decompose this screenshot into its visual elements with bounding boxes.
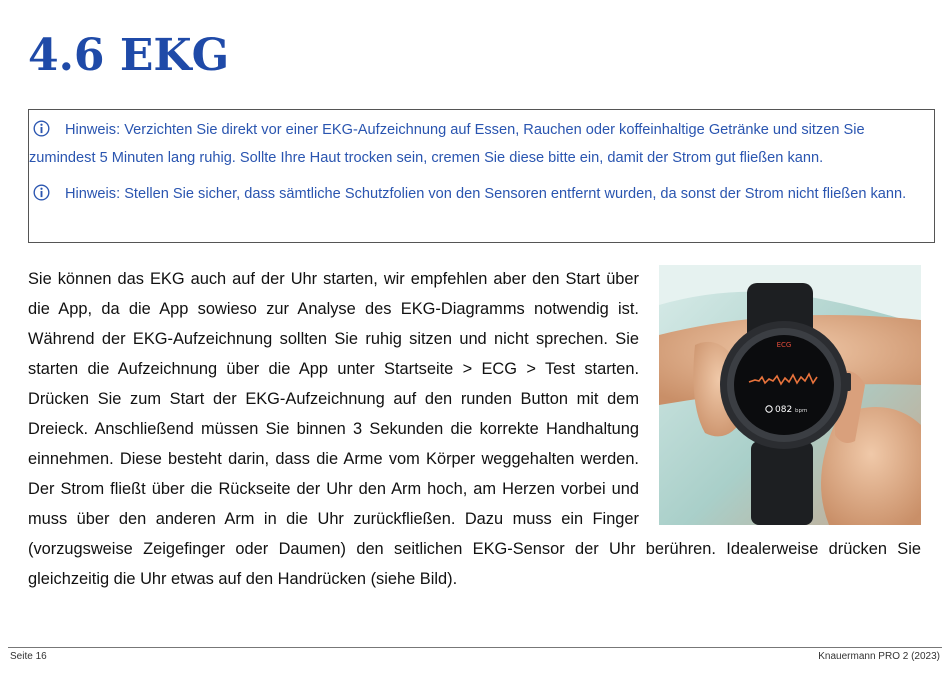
watch-ekg-photo (659, 265, 921, 525)
watch-ecg-label: ECG (776, 341, 792, 349)
watch-bpm-unit: bpm (795, 408, 808, 414)
notice-item (29, 180, 922, 208)
notice-box (28, 109, 935, 243)
info-circle-icon (33, 184, 50, 201)
notice-text: Hinweis: Stellen Sie sicher, dass sämtliche Schutzfolien von den Sensoren entfernt wurden, da sonst der Strom nicht fließen kann. (65, 186, 907, 202)
watch-bpm-value: 082 (775, 405, 793, 415)
body-paragraph: Sie können das EKG auch auf der Uhr starten, wir empfehlen aber den Start über die App, da die App sowieso zur Analyse des EKG-Diagramms notwendig ist. Während der EKG-Aufzeichnung sollten Sie ruhig sitzen und nicht sprechen. Sie starten die Aufzeichnung über die App unter Startseite > ECG > Test starten. Drücken Sie zum Start der EKG-Aufzeichnung auf den runden Button mit dem Dreieck. Anschließend müssen Sie binnen 3 Sekunden die korrekte Handhaltung einnehmen. Diese besteht darin, dass die Arme vom Körper weggehalten werden. Der Strom fließt über die Rückseite der Uhr den Arm hoch, am Herzen vorbei und muss über den anderen Arm in die Uhr zurückfließen. Dazu muss ein Finger (vorzugsweise Zeigefinger oder Daumen) den seitlichen EKG-Sensor der Uhr berühren. Idealerweise drücken Sie gleichzeitig die Uhr etwas auf den Handrücken (siehe Bild). (28, 270, 921, 588)
body-text (28, 264, 921, 594)
footer-product: Knauermann PRO 2 (2023) (818, 651, 940, 662)
section-heading: 4.6 EKG (28, 30, 230, 81)
notice-item (29, 116, 922, 172)
notice-text: Hinweis: Verzichten Sie direkt vor einer EKG-Aufzeichnung auf Essen, Rauchen oder koffeinhaltige Getränke und sitzen Sie zumindest 5 Minuten lang ruhig. Sollte Ihre Haut trocken sein, cremen Sie diese bitte ein, damit der Strom gut fließen kann. (29, 122, 865, 166)
info-circle-icon (33, 120, 50, 137)
footer-divider (8, 647, 942, 648)
page-number: Seite 16 (10, 651, 47, 662)
